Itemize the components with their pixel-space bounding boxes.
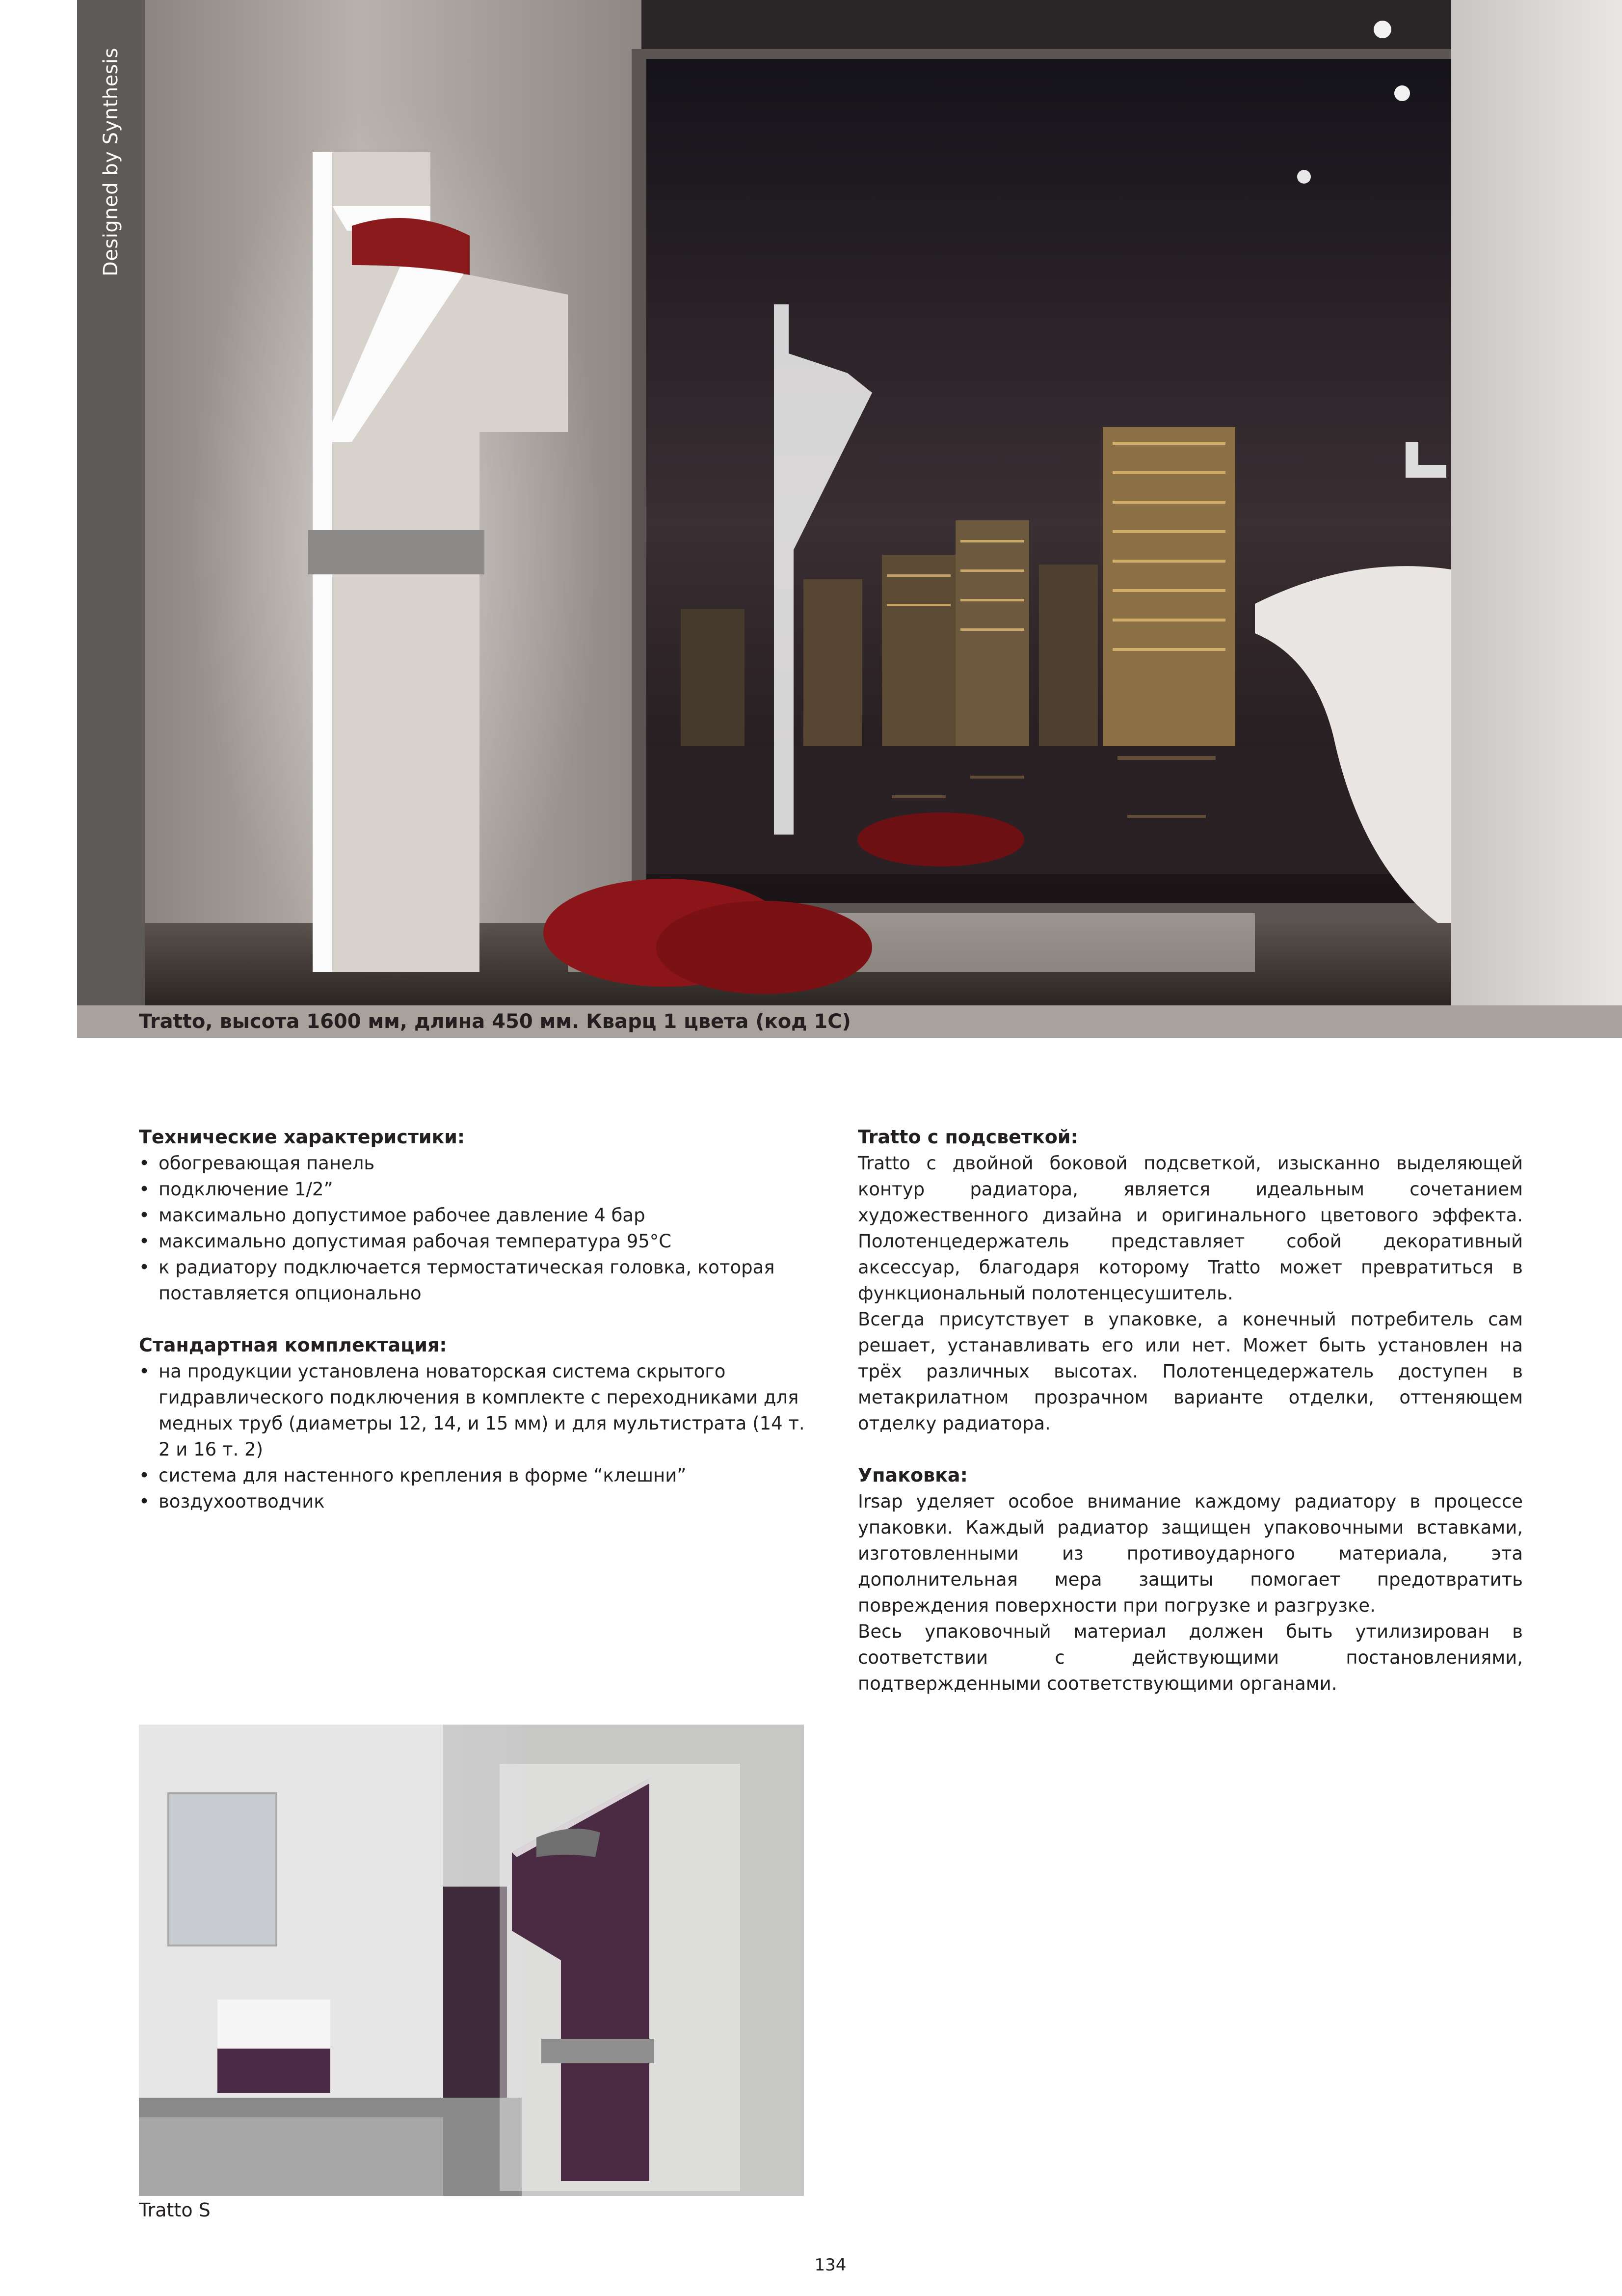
lighting-paragraph: Tratto с двойной боковой подсветкой, изысканно выделяющей контур радиатора, является идеальным сочетанием художественного дизайна и оригинального цветового эффекта. Полотенцедержатель представляет собой декоративный аксессуар, благодаря которому Tratto может превратиться в функциональный полотенцесушитель.	[858, 1153, 1523, 1304]
specs-heading: Технические характеристики:	[139, 1126, 465, 1148]
tratto-s-illustration	[139, 1725, 804, 2196]
lighting-heading: Tratto с подсветкой:	[858, 1126, 1078, 1148]
tratto-s-caption: Tratto S	[139, 2199, 211, 2221]
list-item: • максимально допустимое рабочее давление 4 бар	[139, 1202, 806, 1228]
right-column	[858, 1124, 1523, 1697]
hero-caption: Tratto, высота 1600 мм, длина 450 мм. Кварц 1 цвета (код 1C)	[139, 1010, 851, 1033]
packaging-heading: Упаковка:	[858, 1464, 968, 1486]
specs-list	[139, 1150, 806, 1306]
packaging-paragraph: Весь упаковочный материал должен быть утилизирован в соответствии с действующими постановлениями, подтвержденными соответствующими органами.	[858, 1621, 1523, 1694]
list-item: • на продукции установлена новаторская система скрытого гидравлического подключения в комплекте с переходниками для медных труб (диаметры 12, 14, и 15 мм) и для мультистрата (14 т. 2 и 16 т. 2)	[139, 1358, 806, 1462]
packaging-paragraph: Irsap уделяет особое внимание каждому радиатору в процессе упаковки. Каждый радиатор защищен упаковочными вставками, изготовленными из противоударного материала, эта дополнительная мера защиты помогает предотвратить повреждения поверхности при погрузке и разгрузке.	[858, 1491, 1523, 1616]
left-column	[139, 1124, 806, 1514]
standard-list	[139, 1358, 806, 1514]
list-item: • подключение 1/2”	[139, 1176, 806, 1202]
designer-credit: Designed by Synthesis	[100, 48, 122, 276]
list-item: • воздухоотводчик	[139, 1488, 806, 1514]
list-item: • к радиатору подключается термостатическая головка, которая поставляется опционально	[139, 1254, 806, 1306]
hero-photo	[77, 0, 1622, 1005]
hero-photo-illustration	[77, 0, 1622, 1005]
list-item: • максимально допустимая рабочая температура 95°C	[139, 1228, 806, 1254]
tratto-s-photo	[139, 1725, 804, 2196]
standard-heading: Стандартная комплектация:	[139, 1334, 447, 1356]
lighting-paragraph: Всегда присутствует в упаковке, а конечный потребитель сам решает, устанавливать его или нет. Может быть установлен на трёх различных высотах. Полотенцедержатель доступен в метакрилатном прозрачном варианте отделки, оттеняющем отделку радиатора.	[858, 1309, 1523, 1434]
page-number: 134	[814, 2255, 847, 2275]
list-item: • обогревающая панель	[139, 1150, 806, 1176]
list-item: • система для настенного крепления в форме “клешни”	[139, 1462, 806, 1488]
